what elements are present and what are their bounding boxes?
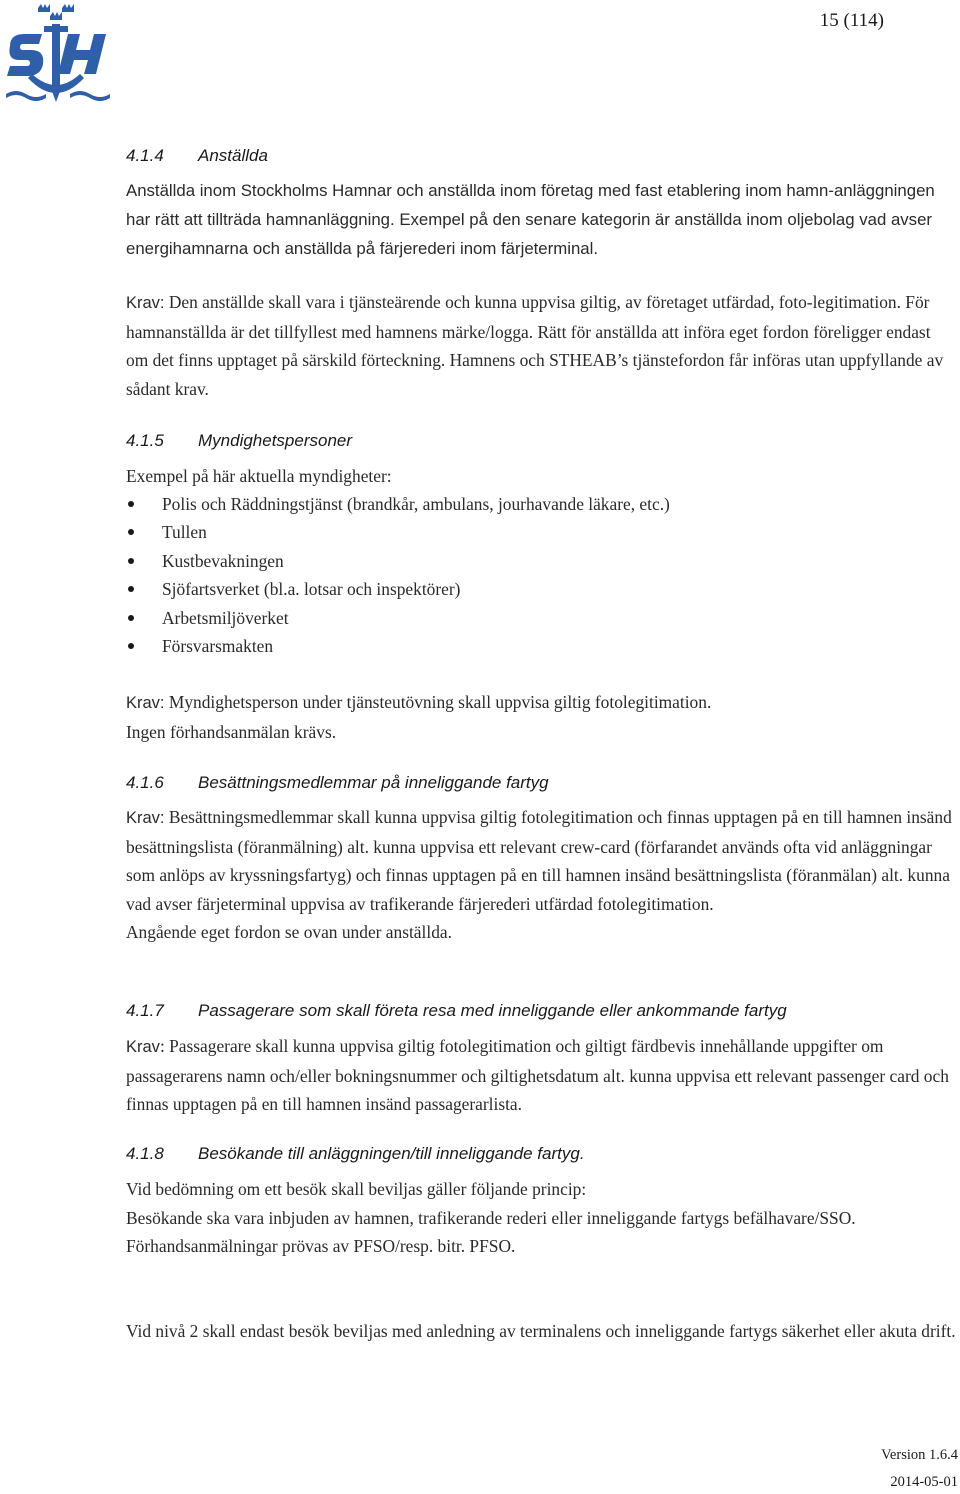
- section-title: Besättningsmedlemmar på inneliggande fartyg: [198, 773, 549, 792]
- paragraph-niva-2: Vid nivå 2 skall endast besök beviljas med anledning av terminalens och inneliggande fartygs säkerhet eller akuta drift.: [126, 1321, 956, 1341]
- krav-text: Den anställde skall vara i tjänsteärende och kunna uppvisa giltig, av företaget utfärdad, foto-legitimation. För hamnanställda är det tillfyllest med hamnens märke/logga. Rätt för anställda att införa eget fordon föreligger endast om det finns upptaget på särskild förteckning. Hamnens och STHEAB’s tjänstefordon får införas utan uppfyllande av sådant krav.: [126, 292, 944, 399]
- section-heading-4-1-8: [126, 1144, 585, 1164]
- bullet-icon: [128, 586, 134, 592]
- paragraph-anstallda: Anställda inom Stockholms Hamnar och anställda inom företag med fast etablering inom hamn-anläggningen har rätt att tillträda hamnanläggning. Exempel på den senare kategorin är anställda inom oljebolag vad avser energihamnarna och anställda på färjerederi inom färjeterminal.: [126, 181, 935, 258]
- krav-text: Besättningsmedlemmar skall kunna uppvisa giltig fotolegitimation och finnas upptagen på en till hamnen insänd besättningslista (föranmälning) alt. kunna uppvisa ett relevant crew-card (förfarandet används ofta vid anläggningar som anlöps av kryssningsfartyg) och finnas upptagen på en till hamnen insänd besättningslista (föranmälan) alt. kunna vad avser färjeterminal uppvisa av trafikerande färjerederi utfärdad fotolegitimation.: [126, 807, 952, 914]
- krav-line-2: Ingen förhandsanmälan krävs.: [126, 721, 337, 742]
- section-heading-4-1-5: [126, 431, 352, 451]
- bullet-icon: [128, 615, 134, 621]
- krav-text: : Passagerare skall kunna uppvisa giltig fotolegitimation och giltigt färdbevis innehållande uppgifter om passagerarens namn och/eller bokningsnummer och giltighetsdatum alt. kunna uppvisa ett relevant passenger card och finnas upptagen på en till hamnen insänd passagerarlista.: [126, 1036, 949, 1114]
- stockholms-hamnar-logo: [2, 2, 114, 110]
- paragraph-besok-princip: [126, 1175, 956, 1261]
- krav-label: Krav:: [126, 809, 165, 827]
- line-princip: Vid bedömning om ett besök skall beviljas gäller följande princip:: [126, 1179, 587, 1199]
- section-title: Myndighetspersoner: [198, 431, 353, 450]
- krav-label: Krav:: [126, 694, 165, 712]
- footer-date: 2014-05-01: [890, 1474, 958, 1490]
- paragraph-krav-myndighet: [126, 688, 956, 746]
- section-heading-4-1-7: [126, 1001, 787, 1021]
- authority-list: [126, 490, 670, 660]
- krav-label: Krav: [126, 1038, 160, 1056]
- section-number: 4.1.6: [126, 773, 164, 792]
- note-fordon: Angående eget fordon se ovan under anställda.: [126, 922, 452, 942]
- section-number: 4.1.8: [126, 1144, 164, 1163]
- section-title: Passagerare som skall företa resa med inneliggande eller ankommande fartyg: [198, 1001, 787, 1020]
- bullet-icon: [128, 529, 134, 535]
- list-item: Försvarsmakten: [126, 632, 670, 660]
- section-title: Anställda: [198, 146, 268, 165]
- list-item: Kustbevakningen: [126, 547, 670, 575]
- section-number: 4.1.4: [126, 146, 164, 165]
- paragraph-intro-myndigheter: Exempel på här aktuella myndigheter:: [126, 466, 392, 486]
- section-number: 4.1.7: [126, 1001, 164, 1020]
- list-item: Arbetsmiljöverket: [126, 604, 670, 632]
- section-heading-4-1-4: [126, 146, 268, 166]
- page-number: 15 (114): [819, 10, 884, 31]
- bullet-icon: [128, 643, 134, 649]
- list-item: Tullen: [126, 518, 670, 546]
- krav-text: Myndighetsperson under tjänsteutövning skall uppvisa giltig fotolegitimation.: [164, 692, 712, 712]
- section-heading-4-1-6: [126, 773, 549, 793]
- krav-label: Krav:: [126, 294, 165, 312]
- bullet-icon: [128, 501, 134, 507]
- footer-version: Version 1.6.4: [881, 1447, 958, 1463]
- section-number: 4.1.5: [126, 431, 164, 450]
- list-item: Polis och Räddningstjänst (brandkår, ambulans, jourhavande läkare, etc.): [126, 490, 670, 518]
- paragraph-krav-anstallda: [126, 288, 956, 403]
- list-item: Sjöfartsverket (bl.a. lotsar och inspektörer): [126, 575, 670, 603]
- paragraph-krav-besattning: [126, 803, 956, 947]
- section-title: Besökande till anläggningen/till inneliggande fartyg.: [198, 1144, 585, 1163]
- line-inbjuden: Besökande ska vara inbjuden av hamnen, trafikerande rederi eller inneliggande fartygs befälhavare/SSO.: [126, 1207, 856, 1228]
- bullet-icon: [128, 558, 134, 564]
- paragraph-krav-passagerare: [126, 1032, 956, 1119]
- line-forhandsanmalan: Förhandsanmälningar prövas av PFSO/resp. bitr. PFSO.: [126, 1236, 516, 1256]
